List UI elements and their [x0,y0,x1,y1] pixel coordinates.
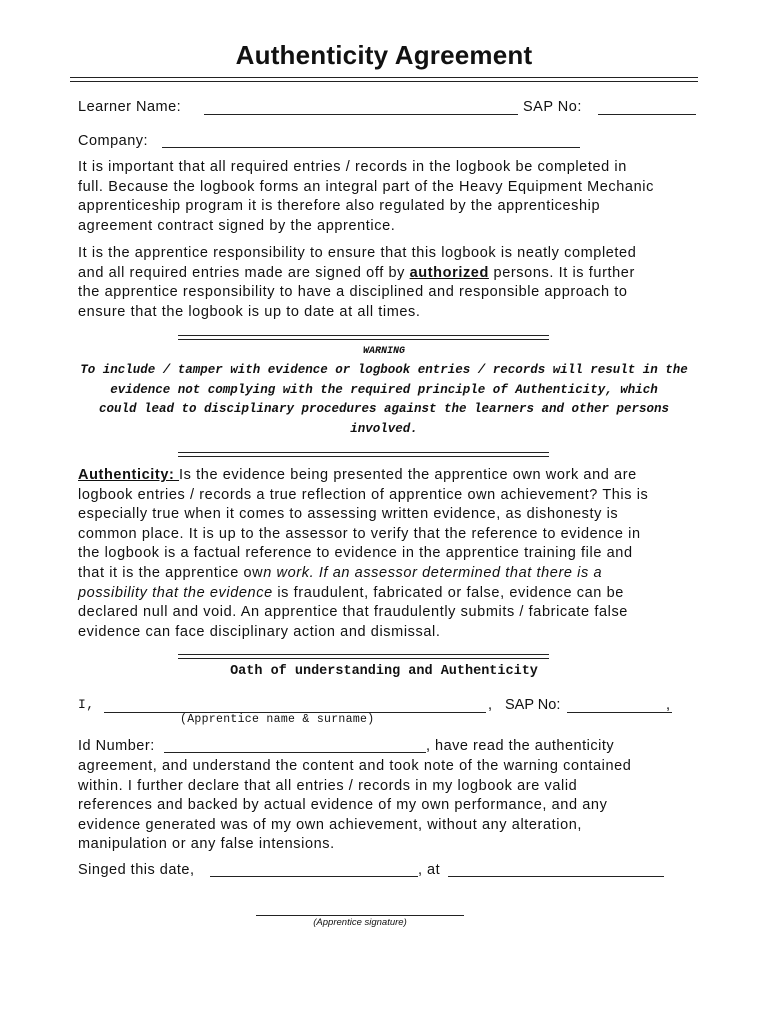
authenticity-term: Authenticity: [78,467,180,483]
responsibility-line: It is the apprentice responsibility to ensure that this logbook is neatly completed [78,245,637,261]
oath-rule [178,654,549,659]
responsibility-paragraph [78,244,718,322]
authenticity-paragraph [78,466,718,642]
oath-sap-label: SAP No: [505,697,561,713]
authenticity-line: common place. It is up to the assessor to verify that the reference to evidence in [78,525,641,542]
title-rule [70,77,698,82]
authenticity-line: logbook entries / records a true reflection of apprentice own achievement? This is [78,486,649,503]
responsibility-line [78,264,718,284]
warning-line: To include / tamper with evidence or logbook entries / records will result in the [80,363,688,377]
warning-top-rule [178,335,549,340]
name-comma: , [488,697,493,713]
oath-title: Oath of understanding and Authenticity [230,664,538,679]
id-number-rest: , have read the authenticity [426,738,615,754]
signature-line[interactable] [256,915,464,916]
signed-at-label: , at [418,862,441,878]
intro-line: apprenticeship program it is therefore also regulated by the apprenticeship [78,198,601,215]
signed-date-label: Singed this date, [78,862,195,878]
responsibility-line: ensure that the logbook is up to date at all times. [78,303,421,320]
learner-name-field[interactable] [204,114,518,115]
oath-paragraph [78,757,718,855]
learner-name-label: Learner Name: [78,99,182,115]
oath-i-label: I, [78,697,95,712]
company-label: Company: [78,133,149,149]
oath-sap-field[interactable] [567,712,672,713]
signed-date-field[interactable] [210,876,418,877]
authorized-emphasis: authorized [409,264,489,281]
authenticity-line: declared null and void. An apprentice that fraudulently submits / fabricate false [78,604,628,621]
authenticity-line: evidence can face disciplinary action and dismissal. [78,623,441,640]
oath-line: within. I further declare that all entries / records in my logbook are valid [78,777,578,794]
responsibility-text: persons. It is further [488,264,635,281]
oath-line: agreement, and understand the content and took note of the warning contained [78,758,632,774]
authenticity-text: is fraudulent, fabricated or false, evidence can be [272,584,624,601]
intro-paragraph [78,158,718,236]
authenticity-italic: n work. If an assessor determined that there is a [263,564,603,581]
page-title: Authenticity Agreement [235,40,533,70]
oath-line: references and backed by actual evidence of my own performance, and any [78,797,608,814]
authenticity-line: especially true when it comes to assessing written evidence, as dishonesty is [78,506,619,523]
authenticity-text: that it is the apprentice ow [78,564,264,581]
warning-line: could lead to disciplinary procedures against the learners and other persons [98,402,670,416]
id-number-label: Id Number: [78,738,155,754]
signed-place-field[interactable] [448,876,664,877]
signature-caption: (Apprentice signature) [313,917,407,928]
authenticity-italic: possibility that the evidence [78,584,273,601]
authenticity-line [78,584,718,604]
sap-trailing-comma: , [666,697,671,713]
warning-line: involved. [350,421,418,436]
authenticity-line [78,564,718,584]
intro-line: full. Because the logbook forms an integral part of the Heavy Equipment Mechanic [78,178,654,195]
oath-line: evidence generated was of my own achievement, without any alteration, [78,816,583,833]
intro-line: agreement contract signed by the apprentice. [78,217,396,234]
authenticity-line [78,466,718,486]
warning-heading: WARNING [362,346,405,357]
intro-line: It is important that all required entries / records in the logbook be completed in [78,159,627,175]
name-caption: (Apprentice name & surname) [180,713,375,726]
responsibility-line: the apprentice responsibility to have a disciplined and responsible approach to [78,284,628,301]
warning-bottom-rule [178,452,549,457]
warning-text [80,361,688,439]
responsibility-text: and all required entries made are signed off by [78,264,410,281]
sap-no-label: SAP No: [523,99,582,115]
sap-no-field[interactable] [598,114,696,115]
id-number-field[interactable] [164,752,426,753]
oath-line: manipulation or any false intensions. [78,836,335,853]
authenticity-line: the logbook is a factual reference to evidence in the apprentice training file and [78,545,633,562]
company-field[interactable] [162,147,580,148]
authenticity-text: Is the evidence being presented the apprentice own work and are [179,467,637,483]
warning-line: evidence not complying with the required principle of Authenticity, which [110,382,658,397]
